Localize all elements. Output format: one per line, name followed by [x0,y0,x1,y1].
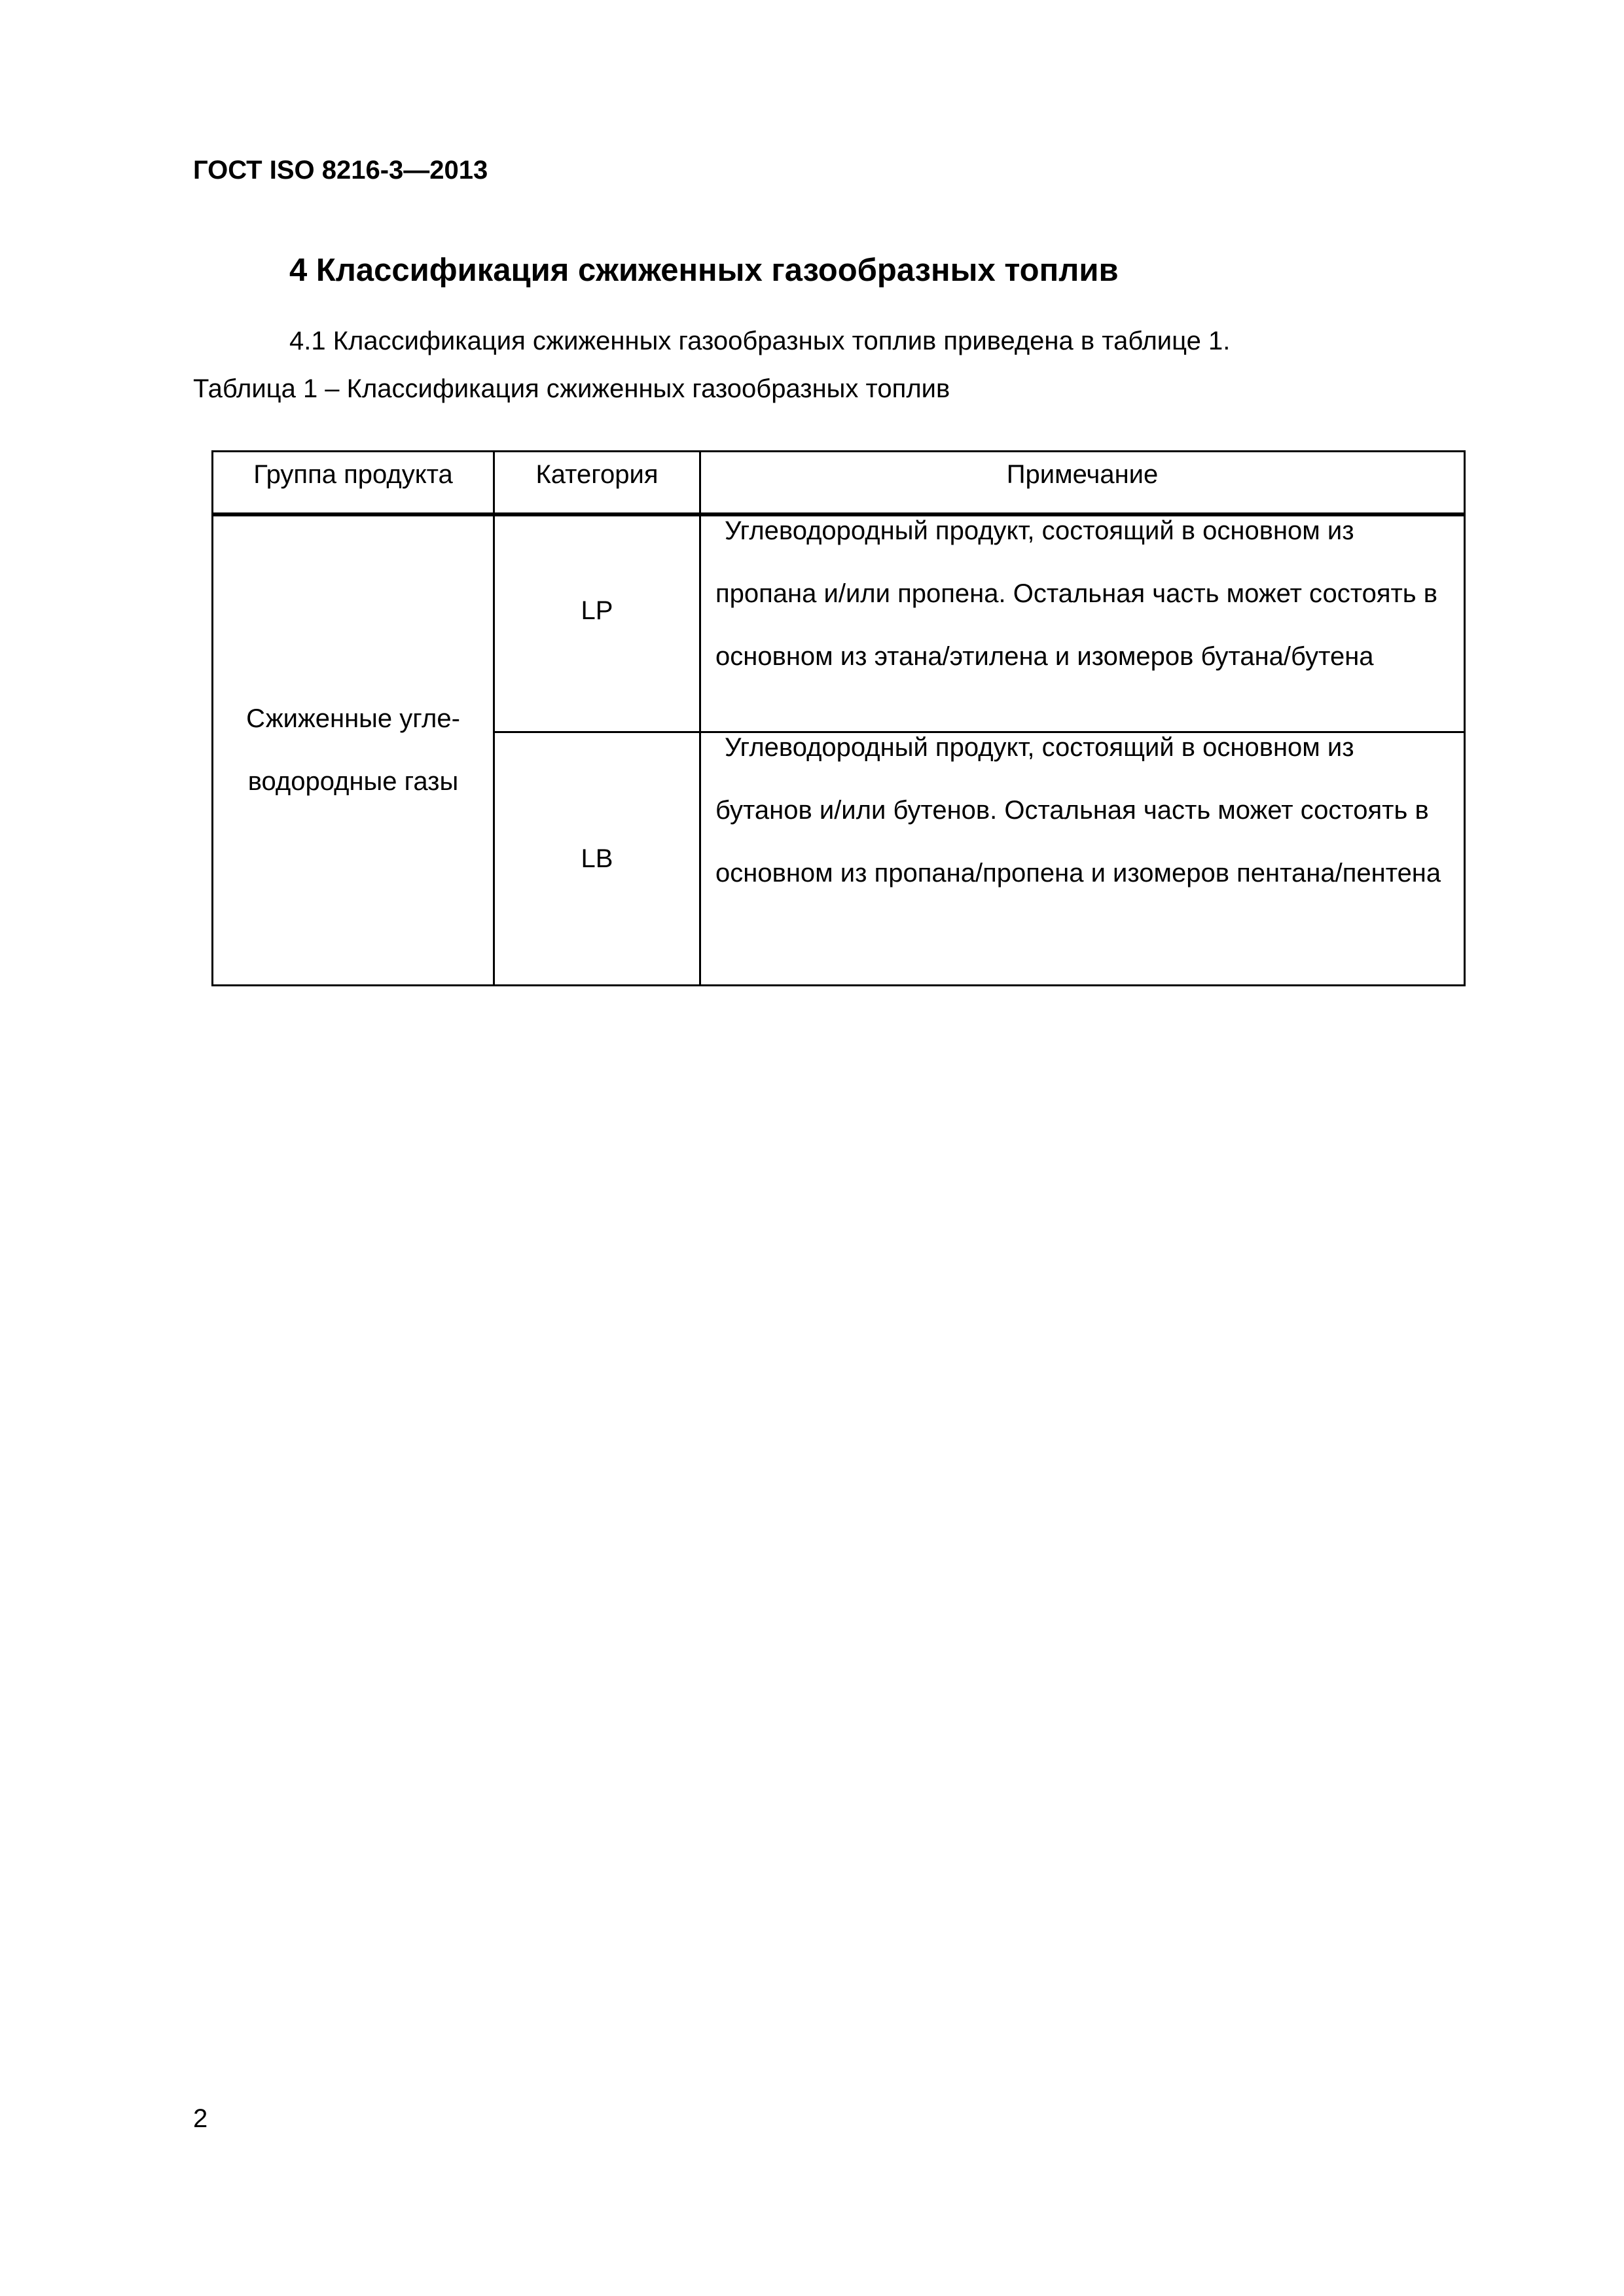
header-category: Категория [494,452,700,514]
classification-table [211,450,1466,986]
note-text: Углеводородный продукт, состоящий в основном из пропана и/или пропена. Остальная часть может состоять в основном из этана/этилена и изомеров бутана/бутена [715,516,1438,671]
cell-category-lb [494,732,700,985]
paragraph-4-1: 4.1 Классификация сжиженных газообразных топлив приведена в таблице 1. [289,327,1231,355]
header-note: Примечание [700,452,1465,514]
table-caption: Таблица 1 – Классификация сжиженных газообразных топлив [193,374,950,403]
product-group-label: Сжиженные угле-водородные газы [246,704,460,796]
cell-product-group [213,514,494,986]
cell-note-lp [700,514,1465,732]
page-number: 2 [193,2104,208,2133]
category-label: LP [581,596,613,625]
cell-note-lb [700,732,1465,985]
cell-category-lp [494,514,700,732]
section-heading: 4 Классификация сжиженных газообразных топлив [289,253,1119,288]
table-row [213,514,1465,732]
document-header: ГОСТ ISO 8216-3—2013 [193,156,488,185]
note-text: Углеводородный продукт, состоящий в основном из бутанов и/или бутенов. Остальная часть может состоять в основном из пропана/пропена и изомеров пентана/пентена [715,732,1441,888]
header-product-group: Группа продукта [213,452,494,514]
category-label: LB [581,844,613,873]
